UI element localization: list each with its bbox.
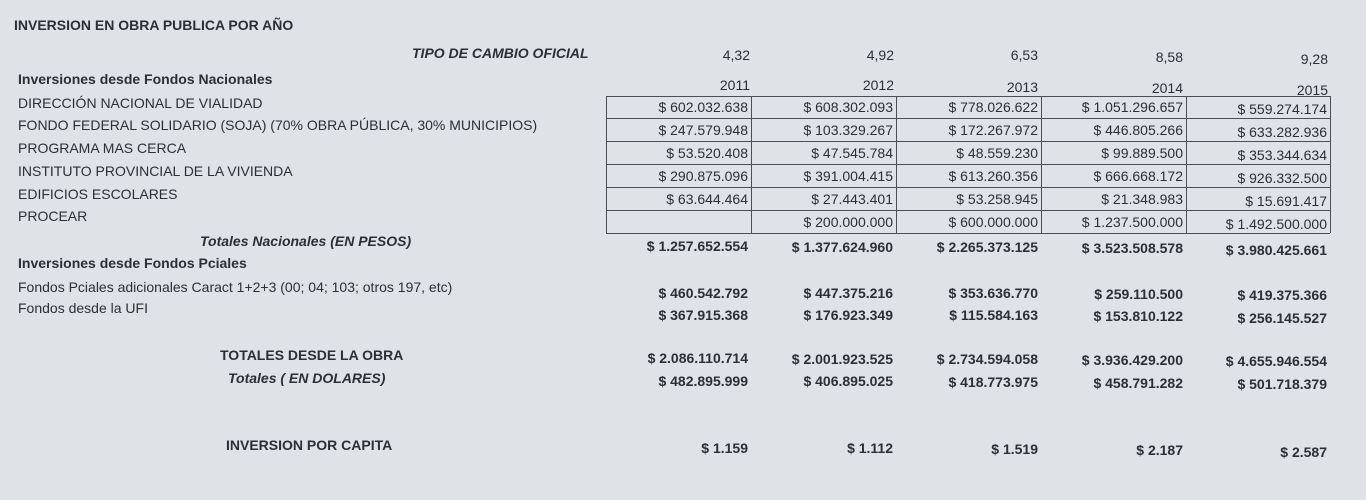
table-cell: $ 418.773.975 [948,374,1038,390]
row-label-procear: PROCEAR [18,208,88,224]
exchange-rate-2014: 8,58 [1155,49,1183,65]
row-label-fondo-soja: FONDO FEDERAL SOLIDARIO (SOJA) (70% OBRA PÚBLICA, 30% MUNICIPIOS) [18,117,538,133]
year-2013: 2013 [1006,79,1038,95]
table-cell: $ 48.559.230 [956,145,1038,161]
table-cell: $ 1.159 [701,440,748,456]
total-nacionales-label: Totales Nacionales (EN PESOS) [200,233,412,249]
table-cell: $ 391.004.415 [803,168,893,184]
table-cell: $ 103.329.267 [803,122,893,138]
table-cell: $ 53.258.945 [956,191,1038,207]
table-cell: $ 778.026.622 [948,99,1038,115]
table-cell: $ 559.274.174 [1237,101,1327,117]
year-2014: 2014 [1151,80,1183,96]
exchange-rate-2012: 4,92 [866,47,894,63]
table-cell: $ 15.691.417 [1245,193,1327,209]
grid-row-line [606,233,1330,234]
row-label-fondos-pciales: Fondos Pciales adicionales Caract 1+2+3 (00; 04; 103; otros 197, etc) [18,279,453,295]
table-cell: $ 115.584.163 [949,307,1038,323]
grid-row-line [606,187,1330,188]
table-cell: $ 633.282.936 [1237,124,1327,140]
row-label-mas-cerca: PROGRAMA MAS CERCA [18,140,187,156]
table-cell: $ 2.086.110.714 [647,350,748,366]
total-nacionales-2014: $ 3.523.508.578 [1081,240,1183,256]
table-cell: $ 2.587 [1280,444,1327,460]
table-cell: $ 4.655.946.554 [1225,353,1327,369]
table-cell: $ 172.267.972 [948,122,1038,138]
grid-row-line [606,164,1330,165]
table-cell: $ 3.936.429.200 [1081,352,1183,368]
table-cell: $ 256.145.527 [1237,310,1327,326]
total-nacionales-2011: $ 1.257.652.554 [646,238,748,254]
table-cell: $ 21.348.983 [1101,191,1183,207]
table-cell: $ 27.443.401 [811,191,893,207]
section-heading-nacionales: Inversiones desde Fondos Nacionales [18,71,273,87]
table-cell: $ 353.636.770 [948,285,1038,301]
table-cell: $ 608.302.093 [803,99,893,115]
table-cell: $ 1.051.296.657 [1081,99,1183,115]
grid-row-line [606,210,1330,211]
grid-row-line [606,118,1330,119]
table-cell: $ 458.791.282 [1093,375,1183,391]
table-cell: $ 666.668.172 [1093,168,1183,184]
table-cell: $ 176.923.349 [803,307,893,323]
table-cell: $ 602.032.638 [658,99,748,115]
total-nacionales-2015: $ 3.980.425.661 [1225,242,1327,258]
table-cell: $ 99.889.500 [1101,145,1183,161]
table-cell: $ 259.110.500 [1094,286,1183,302]
table-cell: $ 2.734.594.058 [936,351,1038,367]
page-title: INVERSION EN OBRA PUBLICA POR AÑO [14,17,294,33]
table-cell: $ 47.545.784 [811,145,893,161]
table-cell: $ 63.644.464 [666,191,748,207]
table-cell: $ 1.112 [847,440,893,456]
row-label-escolares: EDIFICIOS ESCOLARES [18,186,178,202]
table-cell: $ 1.519 [991,441,1038,457]
table-cell: $ 613.260.356 [948,168,1038,184]
table-cell: $ 247.579.948 [658,122,748,138]
year-2015: 2015 [1296,82,1328,98]
row-label-vialidad: DIRECCIÓN NACIONAL DE VIALIDAD [18,95,263,111]
table-cell: $ 1.237.500.000 [1081,214,1183,230]
year-2012: 2012 [862,77,894,93]
exchange-rate-2011: 4,32 [722,47,750,63]
table-cell: $ 290.875.096 [658,168,748,184]
table-cell: $ 446.805.266 [1093,122,1183,138]
table-cell: $ 153.810.122 [1093,308,1183,324]
table-cell: $ 501.718.379 [1237,376,1327,392]
table-cell: $ 2.187 [1136,442,1183,458]
exchange-rate-2013: 6,53 [1010,47,1038,63]
table-cell: $ 53.520.408 [666,145,748,161]
year-2011: 2011 [719,77,750,93]
exchange-rate-2015: 9,28 [1300,51,1328,67]
totales-dolares-label: Totales ( EN DOLARES) [228,370,386,386]
table-cell: $ 600.000.000 [948,214,1038,230]
table-cell: $ 460.542.792 [658,285,748,301]
grid-col-line [1330,96,1331,233]
table-cell: $ 2.001.923.525 [791,351,893,367]
row-label-fondos-ufi: Fondos desde la UFI [18,300,148,316]
table-cell: $ 200.000.000 [803,214,893,230]
table-cell: $ 367.915.368 [658,307,748,323]
table-cell: $ 406.895.025 [803,373,893,389]
row-label-vivienda: INSTITUTO PROVINCIAL DE LA VIVIENDA [18,163,293,179]
per-capita-label: INVERSION POR CAPITA [226,437,393,453]
total-nacionales-2013: $ 2.265.373.125 [936,239,1038,255]
grid-row-line [606,141,1330,142]
table-cell: $ 482.895.999 [658,373,748,389]
totales-obra-label: TOTALES DESDE LA OBRA [220,347,404,363]
table-cell: $ 1.492.500.000 [1225,216,1327,232]
table-cell: $ 926.332.500 [1237,170,1327,186]
total-nacionales-2012: $ 1.377.624.960 [791,239,893,255]
section-heading-provinciales: Inversiones desde Fondos Pciales [18,255,247,271]
table-cell: $ 353.344.634 [1237,147,1327,163]
exchange-rate-label: TIPO DE CAMBIO OFICIAL [412,45,589,61]
table-cell: $ 447.375.216 [803,285,893,301]
table-cell: $ 419.375.366 [1237,287,1327,303]
